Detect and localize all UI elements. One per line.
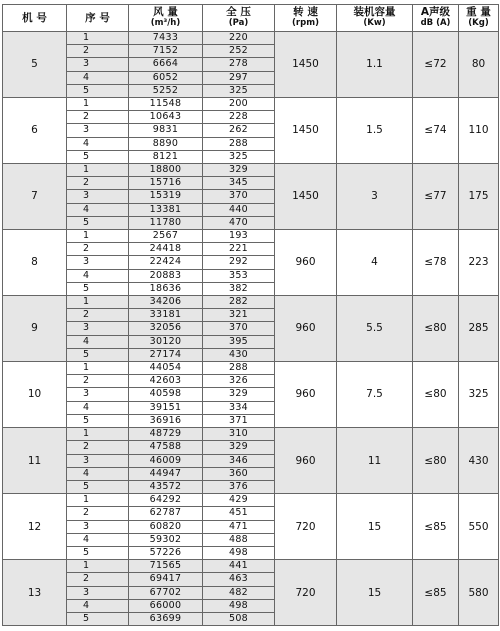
airflow-cell: 44054: [129, 362, 203, 375]
seq-cell: 4: [67, 467, 129, 480]
seq-cell: 5: [67, 480, 129, 493]
speed-cell: 960: [275, 428, 337, 494]
table-body: [3, 32, 499, 626]
airflow-cell: 71565: [129, 560, 203, 573]
seq-cell: 2: [67, 45, 129, 58]
pressure-cell: 463: [203, 573, 275, 586]
airflow-cell: 48729: [129, 428, 203, 441]
seq-cell: 1: [67, 32, 129, 45]
pressure-cell: 345: [203, 177, 275, 190]
header-airflow-unit: (m³/h): [150, 18, 181, 28]
header-weight-unit: (Kg): [468, 18, 489, 28]
airflow-cell: 18636: [129, 282, 203, 295]
airflow-cell: 27174: [129, 348, 203, 361]
table-row: [3, 494, 499, 507]
pressure-cell: 193: [203, 230, 275, 243]
seq-cell: 4: [67, 533, 129, 546]
airflow-cell: 39151: [129, 401, 203, 414]
pressure-cell: 360: [203, 467, 275, 480]
table-row: [3, 296, 499, 309]
weight-cell: 430: [459, 428, 499, 494]
seq-cell: 5: [67, 216, 129, 229]
seq-cell: 5: [67, 414, 129, 427]
seq-cell: 5: [67, 282, 129, 295]
airflow-cell: 69417: [129, 573, 203, 586]
pressure-cell: 325: [203, 84, 275, 97]
seq-cell: 3: [67, 322, 129, 335]
pressure-cell: 470: [203, 216, 275, 229]
airflow-cell: 6664: [129, 58, 203, 71]
power-cell: 7.5: [337, 362, 413, 428]
seq-cell: 4: [67, 71, 129, 84]
weight-cell: 580: [459, 560, 499, 626]
pressure-cell: 288: [203, 137, 275, 150]
seq-cell: 3: [67, 58, 129, 71]
pressure-cell: 370: [203, 322, 275, 335]
table-row: [3, 32, 499, 45]
pressure-cell: 329: [203, 388, 275, 401]
speed-cell: 1450: [275, 32, 337, 98]
seq-cell: 1: [67, 230, 129, 243]
seq-cell: 4: [67, 203, 129, 216]
airflow-cell: 13381: [129, 203, 203, 216]
seq-cell: 1: [67, 428, 129, 441]
seq-cell: 2: [67, 309, 129, 322]
pressure-cell: 471: [203, 520, 275, 533]
model-cell: 9: [3, 296, 67, 362]
fan-performance-table: [2, 4, 499, 626]
header-model: 机 号: [3, 5, 67, 32]
speed-cell: 720: [275, 494, 337, 560]
speed-cell: 960: [275, 296, 337, 362]
weight-cell: 285: [459, 296, 499, 362]
seq-cell: 5: [67, 84, 129, 97]
header-power: 装机容量 (Kw): [337, 5, 413, 32]
noise-cell: ≤77: [413, 164, 459, 230]
pressure-cell: 288: [203, 362, 275, 375]
seq-cell: 2: [67, 507, 129, 520]
seq-cell: 3: [67, 190, 129, 203]
airflow-cell: 32056: [129, 322, 203, 335]
header-power-unit: (Kw): [363, 18, 386, 28]
pressure-cell: 395: [203, 335, 275, 348]
airflow-cell: 7433: [129, 32, 203, 45]
seq-cell: 1: [67, 98, 129, 111]
seq-cell: 1: [67, 296, 129, 309]
model-cell: 7: [3, 164, 67, 230]
power-cell: 15: [337, 494, 413, 560]
header-pressure: 全 压 (Pa): [203, 5, 275, 32]
header-noise: A声级 dB (A): [413, 5, 459, 32]
pressure-cell: 262: [203, 124, 275, 137]
airflow-cell: 60820: [129, 520, 203, 533]
seq-cell: 4: [67, 335, 129, 348]
header-pressure-unit: (Pa): [228, 18, 249, 28]
pressure-cell: 430: [203, 348, 275, 361]
airflow-cell: 63699: [129, 612, 203, 625]
seq-cell: 3: [67, 388, 129, 401]
header-weight: 重 量 (Kg): [459, 5, 499, 32]
airflow-cell: 40598: [129, 388, 203, 401]
pressure-cell: 346: [203, 454, 275, 467]
seq-cell: 3: [67, 586, 129, 599]
seq-cell: 2: [67, 573, 129, 586]
noise-cell: ≤78: [413, 230, 459, 296]
header-speed: 转 速 (rpm): [275, 5, 337, 32]
airflow-cell: 10643: [129, 111, 203, 124]
power-cell: 1.1: [337, 32, 413, 98]
airflow-cell: 46009: [129, 454, 203, 467]
speed-cell: 960: [275, 362, 337, 428]
weight-cell: 80: [459, 32, 499, 98]
airflow-cell: 36916: [129, 414, 203, 427]
airflow-cell: 24418: [129, 243, 203, 256]
pressure-cell: 429: [203, 494, 275, 507]
seq-cell: 4: [67, 269, 129, 282]
pressure-cell: 371: [203, 414, 275, 427]
pressure-cell: 353: [203, 269, 275, 282]
pressure-cell: 329: [203, 164, 275, 177]
header-row: [3, 5, 499, 32]
seq-cell: 5: [67, 612, 129, 625]
pressure-cell: 498: [203, 599, 275, 612]
pressure-cell: 200: [203, 98, 275, 111]
model-cell: 10: [3, 362, 67, 428]
power-cell: 5.5: [337, 296, 413, 362]
airflow-cell: 18800: [129, 164, 203, 177]
airflow-cell: 44947: [129, 467, 203, 480]
airflow-cell: 8890: [129, 137, 203, 150]
seq-cell: 5: [67, 150, 129, 163]
seq-cell: 4: [67, 401, 129, 414]
header-speed-unit: (rpm): [292, 18, 319, 28]
power-cell: 11: [337, 428, 413, 494]
airflow-cell: 67702: [129, 586, 203, 599]
airflow-cell: 5252: [129, 84, 203, 97]
seq-cell: 4: [67, 599, 129, 612]
speed-cell: 960: [275, 230, 337, 296]
seq-cell: 1: [67, 362, 129, 375]
airflow-cell: 9831: [129, 124, 203, 137]
airflow-cell: 59302: [129, 533, 203, 546]
airflow-cell: 30120: [129, 335, 203, 348]
power-cell: 1.5: [337, 98, 413, 164]
seq-cell: 2: [67, 375, 129, 388]
seq-cell: 5: [67, 546, 129, 559]
table-row: [3, 230, 499, 243]
pressure-cell: 228: [203, 111, 275, 124]
power-cell: 15: [337, 560, 413, 626]
airflow-cell: 64292: [129, 494, 203, 507]
seq-cell: 2: [67, 441, 129, 454]
header-airflow: 风 量 (m³/h): [129, 5, 203, 32]
noise-cell: ≤74: [413, 98, 459, 164]
pressure-cell: 329: [203, 441, 275, 454]
power-cell: 3: [337, 164, 413, 230]
table-row: [3, 560, 499, 573]
speed-cell: 1450: [275, 98, 337, 164]
pressure-cell: 370: [203, 190, 275, 203]
noise-cell: ≤80: [413, 428, 459, 494]
pressure-cell: 325: [203, 150, 275, 163]
airflow-cell: 43572: [129, 480, 203, 493]
noise-cell: ≤72: [413, 32, 459, 98]
airflow-cell: 11780: [129, 216, 203, 229]
table-row: [3, 164, 499, 177]
airflow-cell: 22424: [129, 256, 203, 269]
airflow-cell: 62787: [129, 507, 203, 520]
seq-cell: 2: [67, 177, 129, 190]
airflow-cell: 33181: [129, 309, 203, 322]
seq-cell: 5: [67, 348, 129, 361]
weight-cell: 175: [459, 164, 499, 230]
pressure-cell: 221: [203, 243, 275, 256]
model-cell: 6: [3, 98, 67, 164]
pressure-cell: 498: [203, 546, 275, 559]
noise-cell: ≤80: [413, 296, 459, 362]
pressure-cell: 282: [203, 296, 275, 309]
model-cell: 8: [3, 230, 67, 296]
weight-cell: 223: [459, 230, 499, 296]
weight-cell: 550: [459, 494, 499, 560]
airflow-cell: 57226: [129, 546, 203, 559]
airflow-cell: 11548: [129, 98, 203, 111]
pressure-cell: 220: [203, 32, 275, 45]
table-row: [3, 98, 499, 111]
pressure-cell: 297: [203, 71, 275, 84]
weight-cell: 110: [459, 98, 499, 164]
airflow-cell: 47588: [129, 441, 203, 454]
table-row: [3, 428, 499, 441]
pressure-cell: 482: [203, 586, 275, 599]
pressure-cell: 321: [203, 309, 275, 322]
pressure-cell: 451: [203, 507, 275, 520]
pressure-cell: 441: [203, 560, 275, 573]
airflow-cell: 15319: [129, 190, 203, 203]
weight-cell: 325: [459, 362, 499, 428]
noise-cell: ≤85: [413, 494, 459, 560]
model-cell: 11: [3, 428, 67, 494]
pressure-cell: 252: [203, 45, 275, 58]
pressure-cell: 382: [203, 282, 275, 295]
seq-cell: 1: [67, 560, 129, 573]
seq-cell: 3: [67, 124, 129, 137]
airflow-cell: 15716: [129, 177, 203, 190]
model-cell: 13: [3, 560, 67, 626]
seq-cell: 2: [67, 243, 129, 256]
airflow-cell: 42603: [129, 375, 203, 388]
power-cell: 4: [337, 230, 413, 296]
seq-cell: 2: [67, 111, 129, 124]
pressure-cell: 376: [203, 480, 275, 493]
seq-cell: 3: [67, 520, 129, 533]
airflow-cell: 66000: [129, 599, 203, 612]
noise-cell: ≤80: [413, 362, 459, 428]
pressure-cell: 326: [203, 375, 275, 388]
pressure-cell: 488: [203, 533, 275, 546]
airflow-cell: 34206: [129, 296, 203, 309]
airflow-cell: 2567: [129, 230, 203, 243]
header-seq: 序 号: [67, 5, 129, 32]
pressure-cell: 292: [203, 256, 275, 269]
airflow-cell: 8121: [129, 150, 203, 163]
pressure-cell: 440: [203, 203, 275, 216]
pressure-cell: 334: [203, 401, 275, 414]
table-row: [3, 362, 499, 375]
speed-cell: 720: [275, 560, 337, 626]
seq-cell: 4: [67, 137, 129, 150]
airflow-cell: 7152: [129, 45, 203, 58]
airflow-cell: 6052: [129, 71, 203, 84]
noise-cell: ≤85: [413, 560, 459, 626]
pressure-cell: 278: [203, 58, 275, 71]
model-cell: 5: [3, 32, 67, 98]
seq-cell: 3: [67, 256, 129, 269]
seq-cell: 1: [67, 494, 129, 507]
header-noise-unit: dB (A): [420, 18, 451, 28]
seq-cell: 3: [67, 454, 129, 467]
pressure-cell: 310: [203, 428, 275, 441]
airflow-cell: 20883: [129, 269, 203, 282]
model-cell: 12: [3, 494, 67, 560]
pressure-cell: 508: [203, 612, 275, 625]
speed-cell: 1450: [275, 164, 337, 230]
seq-cell: 1: [67, 164, 129, 177]
